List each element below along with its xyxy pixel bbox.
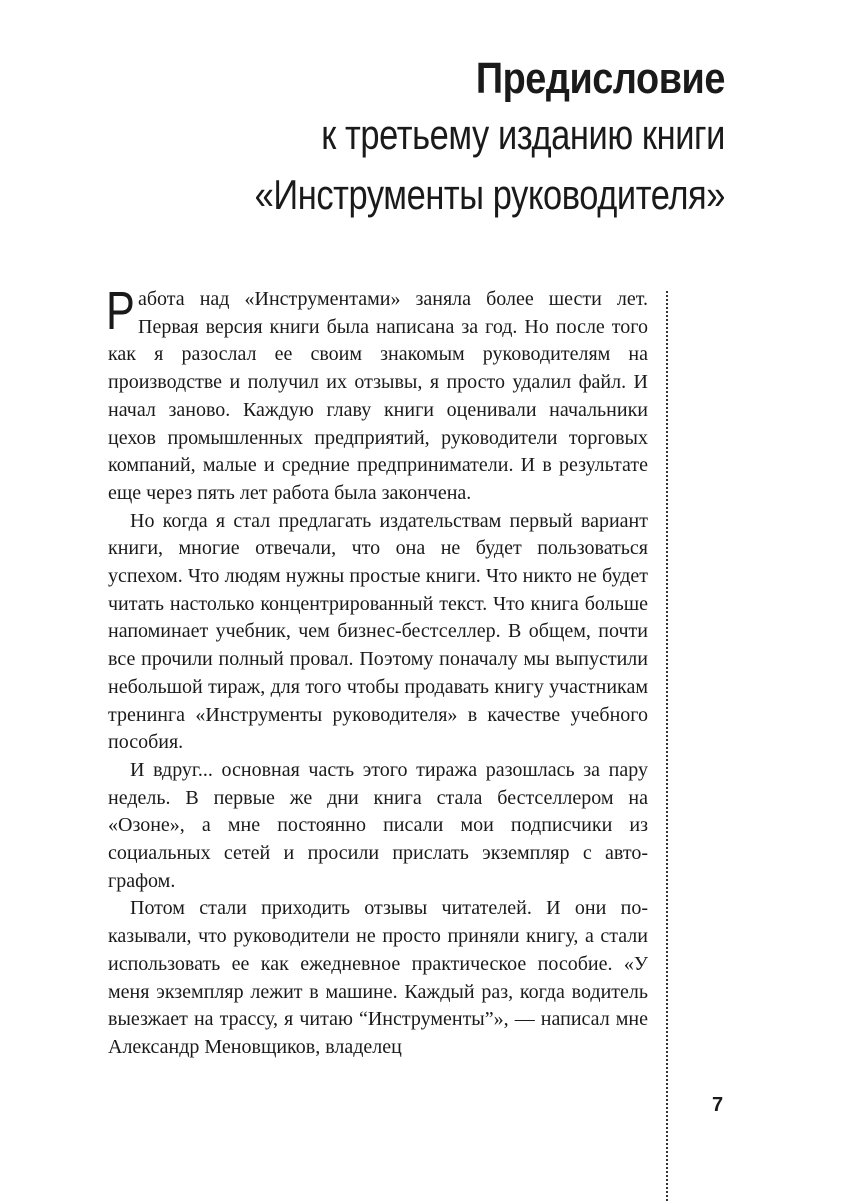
dotted-divider (666, 291, 668, 1201)
paragraph-1-text: абота над «Инструментами» заняла более шести лет. Первая версия книги была написана за год. Но после того как я разослал ее своим знакомым руководителям на производстве и получил их отзывы, я просто удалил файл. И начал заново. Каждую главу книги оценивали начальники цехов промышленных предприятий, руководители торговых компаний, малые и средние предприниматели. И в результате еще через пять лет работа была закончена. (108, 288, 648, 504)
page-number: 7 (712, 1094, 724, 1116)
paragraph-4: Потом стали приходить отзывы читателей. И они показывали, что руководители не просто приняли книгу, а стали использовать ее как ежедневное практическое пособие. «У меня экземпляр лежит в машине. Каждый раз, когда водитель выезжает на трассу, я читаю “Инструменты”», — написал мне Александр Меновщиков, владелец (108, 897, 648, 1058)
paragraph-2: Но когда я стал предлагать издательствам первый вариант книги, многие отвечали, что она не будет пользоваться успехом. Что людям нужны простые книги. Что никто не будет читать настолько концентрированный текст. Что книга больше напоминает учебник, чем бизнес-бестселлер. В общем, почти все прочили полный провал. Поэтому поначалу мы выпустили небольшой тираж, для того чтобы продавать книгу участникам тренинга «Инструменты руководителя» в качестве учебного пособия. (108, 509, 648, 754)
drop-cap: Р (106, 281, 135, 341)
paragraph-1 (106, 281, 648, 508)
paragraph-3: И вдруг... основная часть этого тиража разошлась за пару недель. В первые же дни книга стала бестселлером на «Озоне», а мне постоянно писали мои подписчики из социальных сетей и просили прислать экземпляр с автографом. (108, 758, 648, 892)
body-text (106, 281, 648, 1062)
chapter-subtitle-line-2: «Инструменты руководителя» (254, 171, 725, 218)
chapter-subtitle-line-1: к третьему изданию книги (321, 111, 725, 158)
chapter-heading (85, 52, 725, 224)
chapter-title: Предисловие (475, 54, 725, 103)
